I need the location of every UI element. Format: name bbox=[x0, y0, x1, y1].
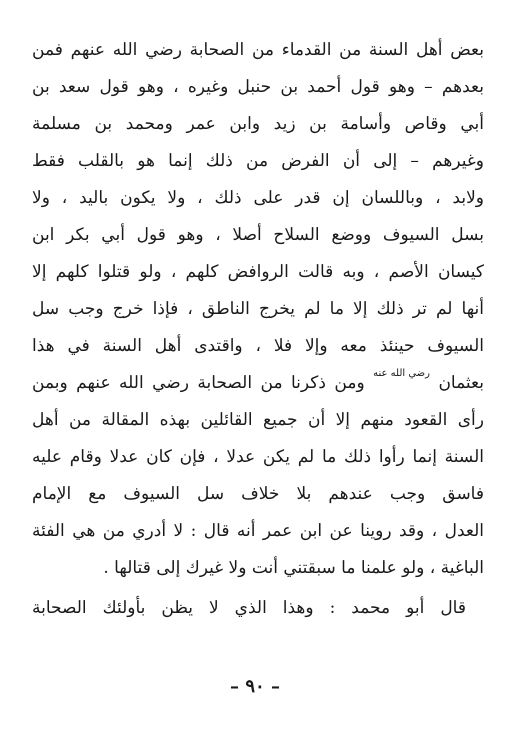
text-line-12: السنة إنما رأوا ذلك ما لم يكن عدلا ، فإن كان عدلا وقام عليه bbox=[32, 447, 484, 467]
text-line-11: رأى القعود منهم إلا أن جميع القائلين بهذه المقالة من أهل bbox=[32, 410, 484, 430]
text-line-10 bbox=[32, 365, 484, 402]
text-line-16: قال أبو محمد : وهذا الذي لا يظن بأولئك الصحابة bbox=[32, 598, 466, 618]
honorific-blessing: رضي الله عنه bbox=[373, 368, 430, 379]
body-text bbox=[32, 32, 484, 627]
text-line-15: الباغية ، ولو علمنا ما سبقتني أنت ولا غيرك إلى قتالها . bbox=[103, 558, 484, 578]
text-line-13: فاسق وجب عندهم بلا خلاف سل السيوف مع الإمام bbox=[32, 484, 484, 504]
text-line-5: ولابد ، وباللسان إن قدر على ذلك ، ولا يكون باليد ، ولا bbox=[32, 188, 484, 208]
page-number: – ٩٠ – bbox=[230, 676, 280, 697]
text-line-8: أنها لم تر ذلك إلا ما لم يخرج الناطق ، فإذا خرج وجب سل bbox=[32, 299, 484, 319]
text-line-9: السيوف حينئذ معه وإلا فلا ، واقتدى أهل السنة في هذا bbox=[32, 336, 484, 356]
paragraph-start-line bbox=[32, 590, 484, 627]
text-line-1: بعض أهل السنة من القدماء من الصحابة رضي الله عنهم فمن bbox=[32, 40, 484, 60]
text-line-10-prefix: بعثمان bbox=[438, 373, 484, 393]
text-line-4: وغيرهم – إلى أن الفرض من ذلك إنما هو بالقلب فقط bbox=[32, 151, 484, 171]
text-line-2: بعدهم – وهو قول أحمد بن حنبل وغيره ، وهو قول سعد بن bbox=[32, 77, 484, 97]
text-line-7: كيسان الأصم ، وبه قالت الروافض كلهم ، ولو قتلوا كلهم إلا bbox=[32, 262, 484, 282]
text-line-6: بسل السيوف ووضع السلاح أصلا ، وهو قول أبي بكر ابن bbox=[32, 225, 484, 245]
text-line-10-rest: ومن ذكرنا من الصحابة رضي الله عنهم وبمن bbox=[32, 373, 365, 393]
text-line-14: العدل ، وقد روينا عن ابن عمر أنه قال : لا أدري من هي الفئة bbox=[32, 521, 484, 541]
text-line-3: أبي وقاص وأسامة بن زيد وابن عمر ومحمد بن مسلمة bbox=[32, 114, 484, 134]
